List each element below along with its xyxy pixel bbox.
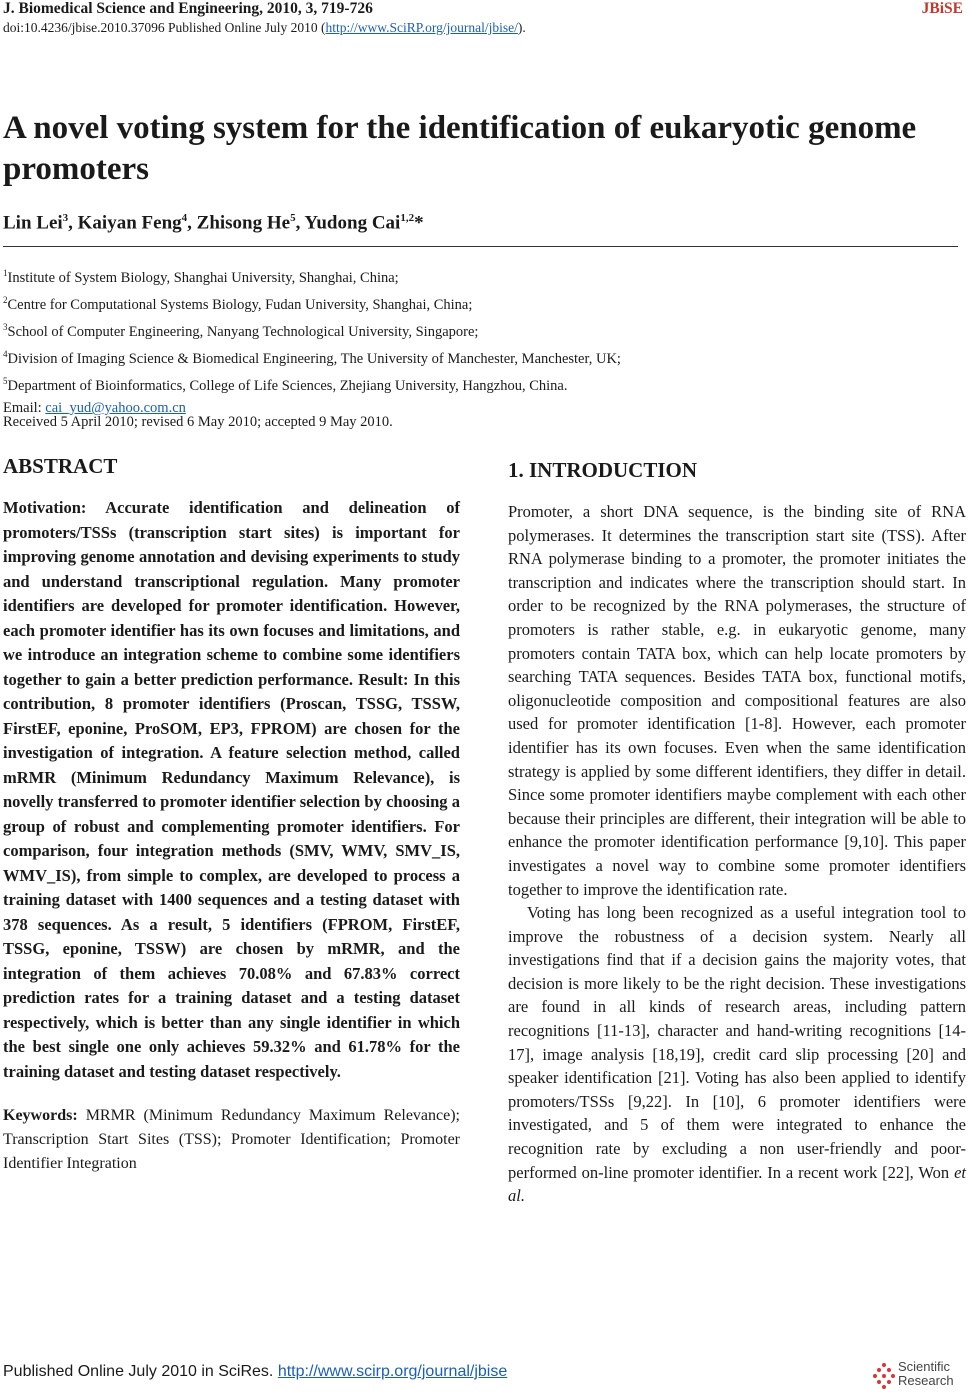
left-column: [3, 452, 460, 1176]
journal-url-link[interactable]: http://www.SciRP.org/journal/jbise/: [325, 20, 518, 35]
introduction-paragraph: Promoter, a short DNA sequence, is the binding site of RNA polymerases. It determines the transcription start site (TSS). After RNA polymerase binding to a promoter, the promoter initiates the transcription and indicates where the transcription should start. In order to be recognized by the RNA polymerases, the structure of promoters is rather stable, e.g. in eukaryotic genome, many promoters contain TATA box, which can help locate promoters by searching TATA sequences. Besides TATA box, functional motifs, oligonucleotide composition and compositional features are also used for promoter identification [1-8]. However, each promoter identifier has its own focuses. Even when the same identification strategy is applied by some different identifiers, they differ in detail. Since some promoter identifiers maybe complement with each other because their principles are different, their integration will be able to enhance the promoter identification performance [9,10]. This paper investigates a novel way to combine some promoter identifiers together to improve the identification rate.: [508, 502, 966, 899]
keywords-text: MRMR (Minimum Redundancy Maximum Relevance); Transcription Start Sites (TSS); Promoter Identification; Promoter Identifier Integration: [3, 1107, 460, 1172]
author-affiliation-number: 1,2: [400, 212, 415, 224]
logo-dots-icon: [872, 1362, 896, 1390]
author-affiliation-number: 5: [290, 212, 296, 224]
received-dates: Received 5 April 2010; revised 6 May 2010; accepted 9 May 2010.: [3, 414, 393, 430]
email-link[interactable]: cai_yud@yahoo.com.cn: [45, 400, 186, 417]
abstract-heading: ABSTRACT: [3, 454, 118, 478]
paper-title: A novel voting system for the identification of eukaryotic genome promoters: [3, 110, 917, 187]
doi-prefix: doi:10.4236/jbise.2010.37096 Published Online July 2010 (: [3, 20, 326, 35]
email-line: Email: cai_yud@yahoo.com.cn: [3, 400, 186, 417]
keywords-label: Keywords:: [3, 1107, 78, 1124]
affiliation-item: $^3$School of Computer Engineering, Nanyang Technological University, Singapore;: [3, 322, 479, 340]
affiliation-item: $^1$Institute of System Biology, Shanghai University, Shanghai, China;: [3, 268, 399, 286]
footer-publication-note: Published Online July 2010 in SciRes. http://www.scirp.org/journal/jbise: [3, 1363, 508, 1380]
introduction-paragraph: Voting has long been recognized as a useful integration tool to improve the robustness of a decision system. Nearly all investigations find that if a decision gains the majority votes, that decision is more likely to be the right decision. These investigations are found in all kinds of research areas, including pattern recognitions [11-13], character and hand-writing recognitions [14-17], image analysis [18,19], credit card slip processing [20] and speaker identification [21]. Voting has also been applied to identify promoters/TSSs [9,22]. In [10], 6 promoter identifiers were investigated, and 5 of them were integrated to enhance the recognition rate by excluding a non user-friendly and poor-performed on-line promoter identifier. In a recent work [22], Won et al.: [508, 903, 966, 1206]
affiliation-item: $^2$Centre for Computational Systems Biology, Fudan University, Shanghai, China;: [3, 295, 473, 313]
abstract-text: Motivation: Accurate identification and delineation of promoters/TSSs (transcription start sites) is important for improving genome annotation and devising experiments to study and understand transcriptional regulation. Many promoter identifiers are developed for promoter identification. However, each promoter identifier has its own focuses and limitations, and we introduce an integration scheme to combine some identifiers together to gain a better prediction performance. Result: In this contribution, 8 promoter identifiers (Proscan, TSSG, TSSW, FirstEF, eponine, ProSOM, EP3, FPROM) are chosen for the investigation of integration. A feature selection method, called mRMR (Minimum Redundancy Maximum Relevance), is novelly transferred to promoter identifier selection by choosing a group of robust and complementing promoter identifiers. For comparison, four integration methods (SMV, WMV, SMV_IS, WMV_IS), from simple to complex, are developed to process a training dataset with 1400 sequences and a testing dataset with 378 sequences. As a result, 5 identifiers (FPROM, FirstEF, TSSG, eponine, TSSW) are chosen by mRMR, and the integration of them achieves 70.08% and 67.83% correct prediction rates for a training dataset and a testing dataset respectively, which is better than any single identifier in which the best single one only achieves 59.32% and 61.78% for the training dataset and testing dataset respectively.: [3, 498, 460, 1081]
author-name: Lin Lei: [3, 212, 63, 234]
author-affiliation-number: 3: [62, 212, 69, 224]
doi-suffix: ).: [517, 20, 526, 35]
author-name: Kaiyan Feng: [77, 212, 182, 234]
doi-line: [3, 20, 526, 36]
introduction-heading: 1. INTRODUCTION: [508, 458, 698, 482]
author-affiliation-number: 4: [181, 212, 188, 224]
footer-journal-link[interactable]: http://www.scirp.org/journal/jbise: [277, 1363, 508, 1380]
journal-citation: J. Biomedical Science and Engineering, 2010, 3, 719-726: [3, 0, 373, 17]
affiliation-item: $^5$Department of Bioinformatics, College of Life Sciences, Zhejiang University, Hangzhou, China.: [3, 376, 568, 394]
author-list: Lin Lei$^3$, Kaiyan Feng$^4$, Zhisong He$^5$, Yudong Cai$^{1,2}$*: [3, 212, 424, 234]
journal-abbreviation: JBiSE: [921, 0, 963, 17]
italic-text: et al.: [508, 1162, 966, 1206]
keywords: [3, 1104, 460, 1176]
affiliation-item: $^4$Division of Imaging Science & Biomedical Engineering, The University of Manchester, Manchester, UK;: [3, 349, 621, 367]
scientific-research-logo: Scientific Research: [872, 1360, 964, 1392]
author-name: Zhisong He: [196, 212, 291, 234]
header-divider: [3, 246, 958, 247]
right-column: [508, 456, 966, 1208]
affiliation-list: [3, 262, 621, 419]
author-name: Yudong Cai: [304, 212, 401, 234]
